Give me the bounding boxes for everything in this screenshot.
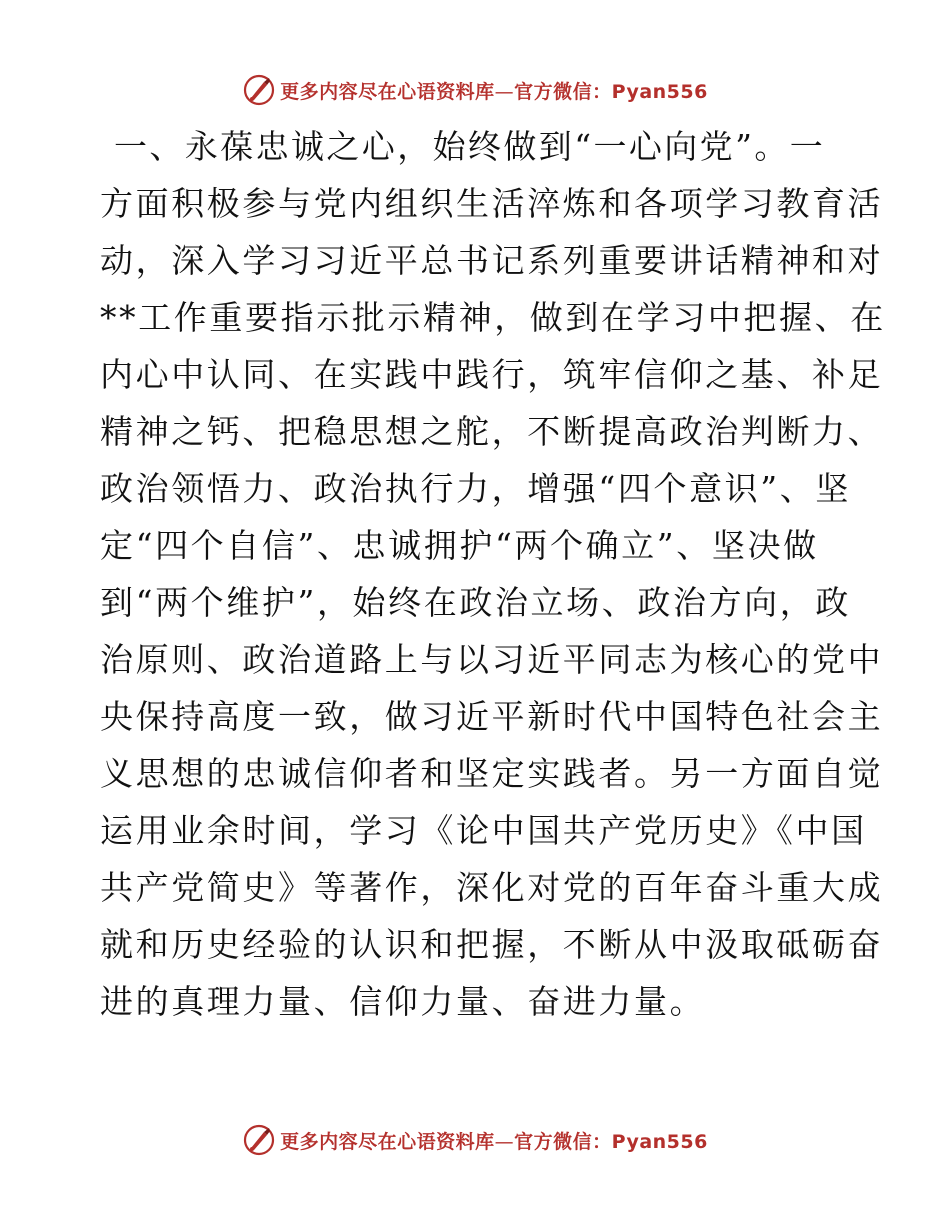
paragraph-line: 方面积极参与党内组织生活淬炼和各项学习教育活 — [100, 184, 884, 223]
paragraph-line: 一、永葆忠诚之心，始终做到“一心向党”。一 — [114, 127, 826, 166]
watermark-contact-label: 官方微信： — [514, 1130, 612, 1153]
paragraph-line: 共产党简史》等著作，深化对党的百年奋斗重大成 — [100, 868, 884, 907]
paragraph-line: 动，深入学习习近平总书记系列重要讲话精神和对 — [100, 241, 884, 280]
footer-watermark — [0, 1120, 950, 1160]
quill-pen-logo-icon — [242, 73, 276, 107]
watermark-title: 更多内容尽在心语资料库 — [280, 80, 495, 103]
paragraph-line: **工作重要指示批示精神，做到在学习中把握、在 — [100, 298, 886, 337]
document-paragraph — [100, 118, 886, 1030]
paragraph-line: 精神之钙、把稳思想之舵，不断提高政治判断力、 — [100, 412, 884, 451]
watermark-dash: — — [494, 80, 515, 103]
paragraph-line: 定“四个自信”、忠诚拥护“两个确立”、坚决做 — [100, 526, 819, 565]
paragraph-line: 到“两个维护”，始终在政治立场、政治方向，政 — [100, 583, 851, 622]
paragraph-line: 政治领悟力、政治执行力，增强“四个意识”、坚 — [100, 469, 851, 508]
quill-pen-logo-icon — [242, 1123, 276, 1157]
paragraph-line: 义思想的忠诚信仰者和坚定实践者。另一方面自觉 — [100, 754, 884, 793]
watermark-contact-id: Pyan556 — [611, 80, 708, 103]
watermark-dash: — — [494, 1130, 515, 1153]
paragraph-line: 进的真理力量、信仰力量、奋进力量。 — [100, 982, 706, 1021]
paragraph-line: 运用业余时间，学习《论中国共产党历史》《中国 — [100, 811, 867, 850]
paragraph-line: 央保持高度一致，做习近平新时代中国特色社会主 — [100, 697, 884, 736]
paragraph-line: 内心中认同、在实践中践行，筑牢信仰之基、补足 — [100, 355, 884, 394]
paragraph-line: 治原则、政治道路上与以习近平同志为核心的党中 — [100, 640, 884, 679]
watermark-text — [280, 1127, 708, 1154]
watermark-text — [280, 77, 708, 104]
header-watermark — [0, 70, 950, 110]
watermark-contact-id: Pyan556 — [611, 1130, 708, 1153]
watermark-contact-label: 官方微信： — [514, 80, 612, 103]
watermark-title: 更多内容尽在心语资料库 — [280, 1130, 495, 1153]
paragraph-line: 就和历史经验的认识和把握，不断从中汲取砥砺奋 — [100, 925, 884, 964]
